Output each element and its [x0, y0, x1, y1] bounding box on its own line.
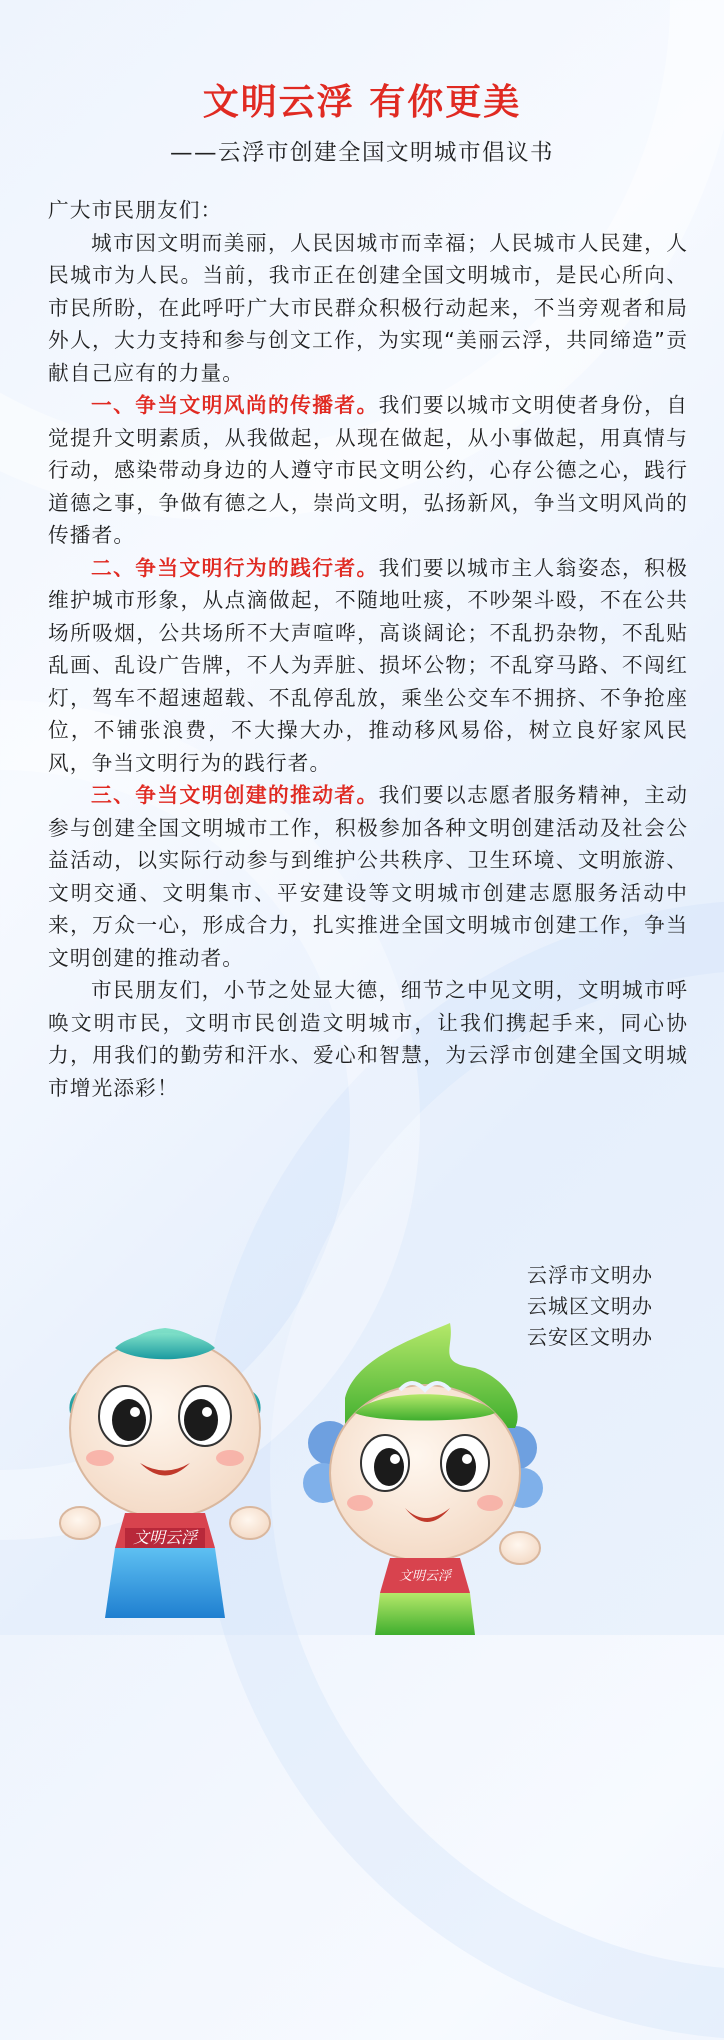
right-mascot-sash-text: 文明云浮 [398, 1569, 452, 1584]
signature-line: 云浮市文明办 [527, 1263, 653, 1287]
left-mascot [60, 1328, 270, 1618]
closing-paragraph: 市民朋友们，小节之处显大德，细节之中见文明，文明城市呼唤文明市民，文明市民创造文明城市，让我们携起手来，同心协力，用我们的勤劳和汗水、爱心和智慧，为云浮市创建全国文明城市增光添彩！ [48, 978, 688, 1100]
section-paragraph-1 [48, 389, 688, 552]
right-mascot [303, 1323, 543, 1635]
mascot-illustration [55, 1318, 565, 1635]
section-paragraph-3 [48, 779, 688, 974]
section-text-3: 我们要以志愿者服务精神，主动参与创建全国文明城市工作，积极参加各种文明创建活动及社会公益活动，以实际行动参与到维护公共秩序、卫生环境、文明旅游、文明交通、文明集市、平安建设等文明城市创建志愿服务活动中来，万众一心，形成合力，扎实推进全国文明城市创建工作，争当文明创建的推动者。 [48, 783, 688, 970]
signature-line: 云安区文明办 [527, 1325, 653, 1349]
intro-paragraph: 城市因文明而美丽，人民因城市而幸福；人民城市人民建，人民城市为人民。当前，我市正在创建全国文明城市，是民心所向、市民所盼，在此呼吁广大市民群众积极行动起来，不当旁观者和局外人，大力支持和参与创文工作，为实现“美丽云浮，共同缔造”贡献自己应有的力量。 [48, 230, 688, 385]
section-heading-1: 一、争当文明风尚的传播者。 [91, 393, 379, 417]
signature-line: 云城区文明办 [527, 1294, 653, 1318]
document-body [48, 194, 688, 1104]
section-heading-2: 二、争当文明行为的践行者。 [91, 555, 379, 580]
section-heading-3: 三、争当文明创建的推动者。 [91, 783, 379, 807]
section-text-2: 我们要以城市主人翁姿态，积极维护城市形象，从点滴做起，不随地吐痰，不吵架斗殴，不在公共场所吸烟，公共场所不大声喧哗，高谈阔论；不乱扔杂物，不乱贴乱画、乱设广告牌，不人为弄脏、损坏公物；不乱穿马路、不闯红灯，驾车不超速超载、不乱停乱放，乘坐公交车不拥挤、不争抢座位，不铺张浪费，不大操大办，推动移风易俗，树立良好家风民风，争当文明行为的践行者。 [48, 555, 688, 775]
page-title: 文明云浮 有你更美 [202, 82, 522, 123]
page-subtitle: ——云浮市创建全国文明城市倡议书 [169, 140, 554, 166]
left-mascot-sash-text: 文明云浮 [132, 1528, 198, 1547]
greeting: 广大市民朋友们： [48, 198, 223, 222]
section-paragraph-2 [48, 552, 688, 780]
section-text-1: 我们要以城市文明使者身份，自觉提升文明素质，从我做起，从现在做起，从小事做起，用真情与行动，感染带动身边的人遵守市民文明公约，心存公德之心，践行道德之事，争做有德之人，崇尚文明，弘扬新风，争当文明风尚的传播者。 [48, 393, 688, 547]
